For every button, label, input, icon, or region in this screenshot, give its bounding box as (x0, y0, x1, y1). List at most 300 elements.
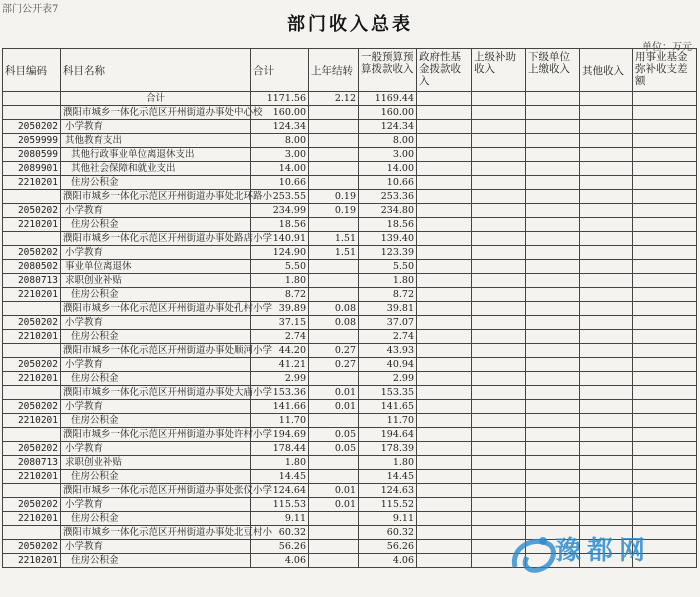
cell-name: 小学教育 (61, 316, 251, 330)
table-row (3, 386, 697, 400)
cell-fund-budget (417, 372, 472, 386)
cell-code: 2210201 (3, 372, 61, 386)
cell-code: 2210201 (3, 512, 61, 526)
cell-carryover (309, 554, 359, 568)
cell-upper-subsidy (472, 512, 526, 526)
table-row (3, 120, 697, 134)
cell-carryover (309, 330, 359, 344)
cell-general-budget: 178.39 (359, 442, 417, 456)
table-row (3, 204, 697, 218)
cell-fund-budget (417, 428, 472, 442)
cell-name: 事业单位离退休 (61, 260, 251, 274)
cell-code: 2210201 (3, 470, 61, 484)
cell-carryover (309, 260, 359, 274)
cell-name: 小学教育 (61, 498, 251, 512)
cell-reserve (633, 512, 697, 526)
table-row (3, 428, 697, 442)
cell-total: 41.21 (251, 358, 309, 372)
cell-name: 住房公积金 (61, 176, 251, 190)
cell-reserve (633, 204, 697, 218)
cell-name: 住房公积金 (61, 414, 251, 428)
cell-other (580, 498, 633, 512)
cell-other (580, 344, 633, 358)
cell-total: 56.26 (251, 540, 309, 554)
cell-fund-budget (417, 148, 472, 162)
cell-other (580, 190, 633, 204)
cell-reserve (633, 358, 697, 372)
cell-total: 124.64 (251, 484, 309, 498)
cell-fund-budget (417, 162, 472, 176)
cell-general-budget: 18.56 (359, 218, 417, 232)
cell-name: 其他行政事业单位离退休支出 (61, 148, 251, 162)
cell-general-budget: 11.70 (359, 414, 417, 428)
cell-general-budget: 139.40 (359, 232, 417, 246)
cell-fund-budget (417, 526, 472, 540)
cell-total: 124.34 (251, 120, 309, 134)
cell-fund-budget (417, 316, 472, 330)
cell-total: 39.89 (251, 302, 309, 316)
cell-name: 濮阳市城乡一体化示范区开州街道办事处中心校 (61, 106, 251, 120)
cell-other (580, 162, 633, 176)
cell-total: 60.32 (251, 526, 309, 540)
table-row (3, 330, 697, 344)
table-row (3, 288, 697, 302)
cell-other (580, 134, 633, 148)
cell-general-budget: 1.80 (359, 456, 417, 470)
cell-general-budget: 194.64 (359, 428, 417, 442)
table-row (3, 414, 697, 428)
cell-lower-remit (526, 344, 580, 358)
table-row (3, 498, 697, 512)
cell-lower-remit (526, 134, 580, 148)
cell-lower-remit (526, 218, 580, 232)
cell-total: 124.90 (251, 246, 309, 260)
cell-name: 住房公积金 (61, 330, 251, 344)
cell-lower-remit (526, 120, 580, 134)
cell-total: 3.00 (251, 148, 309, 162)
cell-lower-remit (526, 428, 580, 442)
cell-general-budget: 37.07 (359, 316, 417, 330)
cell-name: 濮阳市城乡一体化示范区开州街道办事处顺河小学 (61, 344, 251, 358)
cell-code: 2210201 (3, 288, 61, 302)
empty-cell (526, 92, 580, 106)
cell-name: 小学教育 (61, 442, 251, 456)
cell-total: 178.44 (251, 442, 309, 456)
table-row (3, 162, 697, 176)
cell-upper-subsidy (472, 442, 526, 456)
cell-lower-remit (526, 302, 580, 316)
cell-code (3, 344, 61, 358)
col-header-carryover: 上年结转 (309, 49, 359, 92)
cell-reserve (633, 330, 697, 344)
cell-reserve (633, 274, 697, 288)
cell-code (3, 428, 61, 442)
cell-total: 14.00 (251, 162, 309, 176)
table-row (3, 470, 697, 484)
cell-code (3, 302, 61, 316)
cell-code: 2080713 (3, 274, 61, 288)
cell-general-budget: 160.00 (359, 106, 417, 120)
summary-code (3, 92, 61, 106)
cell-fund-budget (417, 400, 472, 414)
cell-lower-remit (526, 414, 580, 428)
cell-other (580, 148, 633, 162)
cell-reserve (633, 176, 697, 190)
cell-code: 2210201 (3, 554, 61, 568)
cell-reserve (633, 470, 697, 484)
cell-fund-budget (417, 330, 472, 344)
cell-lower-remit (526, 316, 580, 330)
cell-reserve (633, 120, 697, 134)
cell-upper-subsidy (472, 106, 526, 120)
cell-upper-subsidy (472, 176, 526, 190)
cell-other (580, 512, 633, 526)
cell-other (580, 218, 633, 232)
cell-total: 18.56 (251, 218, 309, 232)
cell-carryover (309, 512, 359, 526)
cell-upper-subsidy (472, 344, 526, 358)
col-header-other: 其他收入 (580, 49, 633, 92)
cell-general-budget: 124.63 (359, 484, 417, 498)
cell-carryover (309, 162, 359, 176)
summary-row (3, 92, 697, 106)
summary-label: 合计 (61, 92, 251, 106)
cell-fund-budget (417, 344, 472, 358)
cell-total: 253.55 (251, 190, 309, 204)
cell-fund-budget (417, 106, 472, 120)
cell-upper-subsidy (472, 372, 526, 386)
cell-fund-budget (417, 204, 472, 218)
cell-general-budget: 153.35 (359, 386, 417, 400)
cell-upper-subsidy (472, 484, 526, 498)
cell-lower-remit (526, 148, 580, 162)
col-header-total: 合计 (251, 49, 309, 92)
cell-upper-subsidy (472, 190, 526, 204)
table-row (3, 484, 697, 498)
cell-code: 2050202 (3, 442, 61, 456)
cell-general-budget: 10.66 (359, 176, 417, 190)
cell-lower-remit (526, 442, 580, 456)
cell-fund-budget (417, 302, 472, 316)
cell-carryover: 0.27 (309, 358, 359, 372)
cell-lower-remit (526, 260, 580, 274)
cell-reserve (633, 288, 697, 302)
cell-upper-subsidy (472, 330, 526, 344)
cell-reserve (633, 498, 697, 512)
cell-other (580, 400, 633, 414)
cell-total: 4.06 (251, 554, 309, 568)
cell-reserve (633, 442, 697, 456)
cell-general-budget: 2.74 (359, 330, 417, 344)
cell-reserve (633, 246, 697, 260)
cell-fund-budget (417, 120, 472, 134)
empty-cell (580, 92, 633, 106)
cell-other (580, 456, 633, 470)
cell-lower-remit (526, 512, 580, 526)
cell-name: 住房公积金 (61, 372, 251, 386)
cell-carryover (309, 540, 359, 554)
cell-reserve (633, 148, 697, 162)
cell-other (580, 176, 633, 190)
col-header-code: 科目编码 (3, 49, 61, 92)
cell-reserve (633, 162, 697, 176)
cell-total: 5.50 (251, 260, 309, 274)
cell-general-budget: 14.00 (359, 162, 417, 176)
cell-carryover (309, 372, 359, 386)
table-row (3, 148, 697, 162)
cell-upper-subsidy (472, 400, 526, 414)
cell-other (580, 204, 633, 218)
summary-carryover: 2.12 (309, 92, 359, 106)
cell-general-budget: 3.00 (359, 148, 417, 162)
cell-total: 234.99 (251, 204, 309, 218)
cell-code (3, 106, 61, 120)
cell-carryover: 1.51 (309, 246, 359, 260)
cell-fund-budget (417, 414, 472, 428)
cell-total: 8.72 (251, 288, 309, 302)
cell-name: 濮阳市城乡一体化示范区开州街道办事处大庙小学 (61, 386, 251, 400)
table-row (3, 246, 697, 260)
cell-lower-remit (526, 162, 580, 176)
cell-carryover: 0.08 (309, 302, 359, 316)
cell-carryover: 0.27 (309, 344, 359, 358)
cell-fund-budget (417, 218, 472, 232)
cell-code: 2050202 (3, 316, 61, 330)
cell-fund-budget (417, 260, 472, 274)
cell-name: 濮阳市城乡一体化示范区开州街道办事处张仪小学 (61, 484, 251, 498)
table-number-note: 部门公开表7 (2, 4, 59, 15)
cell-reserve (633, 414, 697, 428)
cell-upper-subsidy (472, 386, 526, 400)
cell-total: 14.45 (251, 470, 309, 484)
cell-code: 2210201 (3, 414, 61, 428)
cell-upper-subsidy (472, 456, 526, 470)
cell-carryover (309, 274, 359, 288)
cell-upper-subsidy (472, 470, 526, 484)
cell-lower-remit (526, 232, 580, 246)
cell-lower-remit (526, 288, 580, 302)
cell-fund-budget (417, 540, 472, 554)
cell-upper-subsidy (472, 204, 526, 218)
cell-fund-budget (417, 498, 472, 512)
cell-upper-subsidy (472, 246, 526, 260)
cell-upper-subsidy (472, 120, 526, 134)
cell-total: 194.69 (251, 428, 309, 442)
cell-other (580, 260, 633, 274)
cell-general-budget: 1.80 (359, 274, 417, 288)
cell-other (580, 120, 633, 134)
cell-fund-budget (417, 484, 472, 498)
cell-code (3, 386, 61, 400)
cell-general-budget: 14.45 (359, 470, 417, 484)
cell-code: 2050202 (3, 120, 61, 134)
cell-fund-budget (417, 386, 472, 400)
cell-carryover (309, 526, 359, 540)
table-row (3, 372, 697, 386)
cell-carryover: 0.01 (309, 484, 359, 498)
cell-other (580, 288, 633, 302)
cell-fund-budget (417, 190, 472, 204)
col-header-fund-budget: 政府性基金拨款收入 (417, 49, 472, 92)
col-header-lower-remit: 下级单位上缴收入 (526, 49, 580, 92)
cell-code (3, 526, 61, 540)
cell-name: 濮阳市城乡一体化示范区开州街道办事处北豆村小 (61, 526, 251, 540)
cell-lower-remit (526, 386, 580, 400)
cell-carryover (309, 148, 359, 162)
cell-name: 其他教育支出 (61, 134, 251, 148)
cell-fund-budget (417, 442, 472, 456)
cell-fund-budget (417, 554, 472, 568)
cell-code: 2050202 (3, 358, 61, 372)
cell-carryover: 0.01 (309, 386, 359, 400)
cell-other (580, 330, 633, 344)
cell-reserve (633, 344, 697, 358)
cell-carryover: 0.01 (309, 498, 359, 512)
cell-code: 2210201 (3, 176, 61, 190)
cell-carryover: 0.05 (309, 428, 359, 442)
cell-code: 2059999 (3, 134, 61, 148)
cell-reserve (633, 372, 697, 386)
cell-other (580, 106, 633, 120)
cell-other (580, 232, 633, 246)
cell-general-budget: 60.32 (359, 526, 417, 540)
cell-general-budget: 8.72 (359, 288, 417, 302)
cell-code: 2080713 (3, 456, 61, 470)
cell-fund-budget (417, 274, 472, 288)
cell-reserve (633, 316, 697, 330)
cell-general-budget: 5.50 (359, 260, 417, 274)
cell-other (580, 358, 633, 372)
cell-other (580, 302, 633, 316)
cell-lower-remit (526, 274, 580, 288)
cell-general-budget: 56.26 (359, 540, 417, 554)
cell-other (580, 414, 633, 428)
cell-code: 2089901 (3, 162, 61, 176)
cell-name: 小学教育 (61, 120, 251, 134)
table-row (3, 442, 697, 456)
cell-lower-remit (526, 190, 580, 204)
cell-reserve (633, 484, 697, 498)
page-title: 部门收入总表 (287, 14, 413, 35)
cell-general-budget: 4.06 (359, 554, 417, 568)
cell-lower-remit (526, 470, 580, 484)
table-row (3, 302, 697, 316)
unit-label: 单位：万元 (642, 42, 692, 53)
cell-total: 160.00 (251, 106, 309, 120)
col-header-general-budget: 一般预算预算拨款收入 (359, 49, 417, 92)
cell-lower-remit (526, 204, 580, 218)
table-row (3, 218, 697, 232)
cell-total: 115.53 (251, 498, 309, 512)
cell-total: 141.66 (251, 400, 309, 414)
cell-general-budget: 2.99 (359, 372, 417, 386)
cell-carryover (309, 288, 359, 302)
cell-carryover (309, 176, 359, 190)
cell-total: 140.91 (251, 232, 309, 246)
cell-name: 濮阳市城乡一体化示范区开州街道办事处北环路小 (61, 190, 251, 204)
table-row (3, 344, 697, 358)
cell-lower-remit (526, 330, 580, 344)
cell-name: 小学教育 (61, 400, 251, 414)
cell-general-budget: 39.81 (359, 302, 417, 316)
cell-other (580, 470, 633, 484)
cell-name: 其他社会保障和就业支出 (61, 162, 251, 176)
cell-carryover (309, 120, 359, 134)
cell-name: 濮阳市城乡一体化示范区开州街道办事处孔村小学 (61, 302, 251, 316)
cell-lower-remit (526, 106, 580, 120)
cell-other (580, 372, 633, 386)
cell-total: 10.66 (251, 176, 309, 190)
cell-fund-budget (417, 288, 472, 302)
cell-name: 小学教育 (61, 204, 251, 218)
cell-total: 37.15 (251, 316, 309, 330)
table-row (3, 260, 697, 274)
watermark-text: 豫都网 (555, 536, 652, 566)
cell-total: 2.99 (251, 372, 309, 386)
cell-other (580, 316, 633, 330)
cell-total: 153.36 (251, 386, 309, 400)
cell-upper-subsidy (472, 428, 526, 442)
cell-carryover (309, 414, 359, 428)
cell-general-budget: 43.93 (359, 344, 417, 358)
cell-name: 住房公积金 (61, 288, 251, 302)
cell-general-budget: 124.34 (359, 120, 417, 134)
cell-name: 小学教育 (61, 246, 251, 260)
table-row (3, 106, 697, 120)
cell-fund-budget (417, 456, 472, 470)
cell-upper-subsidy (472, 134, 526, 148)
cell-name: 住房公积金 (61, 554, 251, 568)
cell-lower-remit (526, 246, 580, 260)
table-row (3, 190, 697, 204)
cell-fund-budget (417, 176, 472, 190)
cell-fund-budget (417, 512, 472, 526)
cell-total: 2.74 (251, 330, 309, 344)
empty-cell (633, 92, 697, 106)
cell-upper-subsidy (472, 288, 526, 302)
cell-reserve (633, 106, 697, 120)
col-header-upper-subsidy: 上级补助收入 (472, 49, 526, 92)
cell-lower-remit (526, 456, 580, 470)
cell-carryover (309, 470, 359, 484)
cell-name: 小学教育 (61, 540, 251, 554)
summary-general: 1169.44 (359, 92, 417, 106)
cell-code (3, 190, 61, 204)
cell-general-budget: 8.00 (359, 134, 417, 148)
cell-other (580, 274, 633, 288)
cell-carryover: 1.51 (309, 232, 359, 246)
table-row (3, 512, 697, 526)
cell-reserve (633, 190, 697, 204)
cell-upper-subsidy (472, 218, 526, 232)
cell-upper-subsidy (472, 148, 526, 162)
cell-reserve (633, 428, 697, 442)
cell-lower-remit (526, 498, 580, 512)
cell-reserve (633, 302, 697, 316)
cell-carryover: 0.19 (309, 204, 359, 218)
cell-code: 2050202 (3, 540, 61, 554)
cell-name: 求职创业补贴 (61, 274, 251, 288)
table-row (3, 134, 697, 148)
cell-reserve (633, 400, 697, 414)
table-row (3, 316, 697, 330)
table-row (3, 176, 697, 190)
cell-carryover: 0.08 (309, 316, 359, 330)
cell-fund-budget (417, 358, 472, 372)
cell-other (580, 484, 633, 498)
empty-cell (417, 92, 472, 106)
cell-carryover (309, 218, 359, 232)
